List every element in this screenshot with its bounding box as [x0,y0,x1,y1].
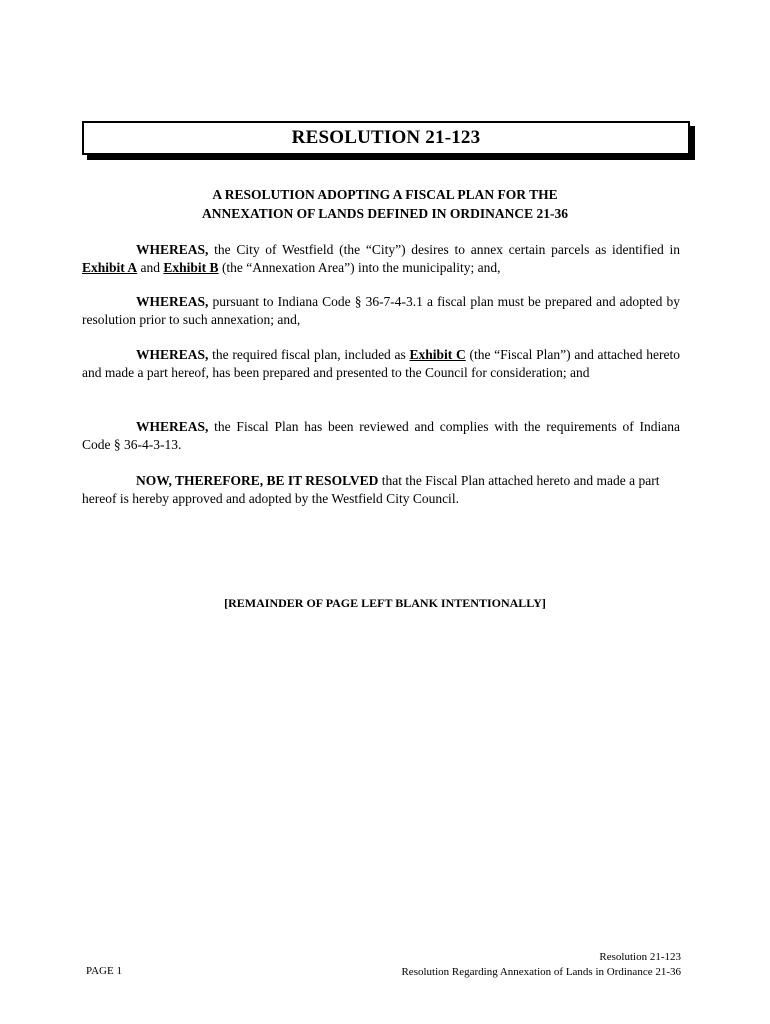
paragraph-text: that the Fiscal Plan attached hereto and made a part hereof is hereby approved and adopted by the Westfield City Council. [82,473,660,506]
exhibit-c-reference: Exhibit C [409,347,466,362]
exhibit-b-reference: Exhibit B [163,260,219,275]
page-number: PAGE 1 [86,965,122,977]
paragraph-text: (the “Fiscal Plan”) and attached hereto and made a part hereof, has been prepared and presented to the Council for consideration; and [82,347,680,380]
paragraph-text: the Fiscal Plan has been reviewed and complies with the requirements of Indiana Code § 36-4-3-13. [82,419,680,452]
paragraph-text: (the “Annexation Area”) into the municipality; and, [218,260,501,275]
resolved-paragraph [82,472,680,508]
subtitle-line-1: A RESOLUTION ADOPTING A FISCAL PLAN FOR THE [212,187,558,202]
blank-page-notice: [REMAINDER OF PAGE LEFT BLANK INTENTIONALLY] [224,596,546,610]
subtitle-line-2: ANNEXATION OF LANDS DEFINED IN ORDINANCE 21-36 [201,206,569,221]
resolved-label: NOW, THEREFORE, BE IT RESOLVED [136,473,379,488]
whereas-label: WHEREAS, [136,419,209,434]
footer-line-1: Resolution 21-123 [599,951,681,963]
paragraph-text: the City of Westfield (the “City”) desires to annex certain parcels as identified in [208,242,680,257]
whereas-paragraph-2 [82,293,680,329]
whereas-label: WHEREAS, [136,347,209,362]
footer-line-2: Resolution Regarding Annexation of Lands in Ordinance 21-36 [401,966,681,978]
whereas-label: WHEREAS, [136,242,209,257]
title-box [82,121,690,155]
paragraph-text: pursuant to Indiana Code § 36-7-4-3.1 a fiscal plan must be prepared and adopted by resolution prior to such annexation; and, [82,294,680,327]
resolution-subtitle [82,185,688,223]
footer-reference [401,950,681,980]
paragraph-text: and [137,260,164,275]
resolution-title: RESOLUTION 21-123 [291,127,481,148]
whereas-paragraph-3 [82,346,680,382]
whereas-paragraph-4 [82,418,680,454]
whereas-paragraph-1 [82,241,680,277]
whereas-label: WHEREAS, [136,294,209,309]
exhibit-a-reference: Exhibit A [82,260,138,275]
paragraph-text: the required fiscal plan, included as [208,347,410,362]
